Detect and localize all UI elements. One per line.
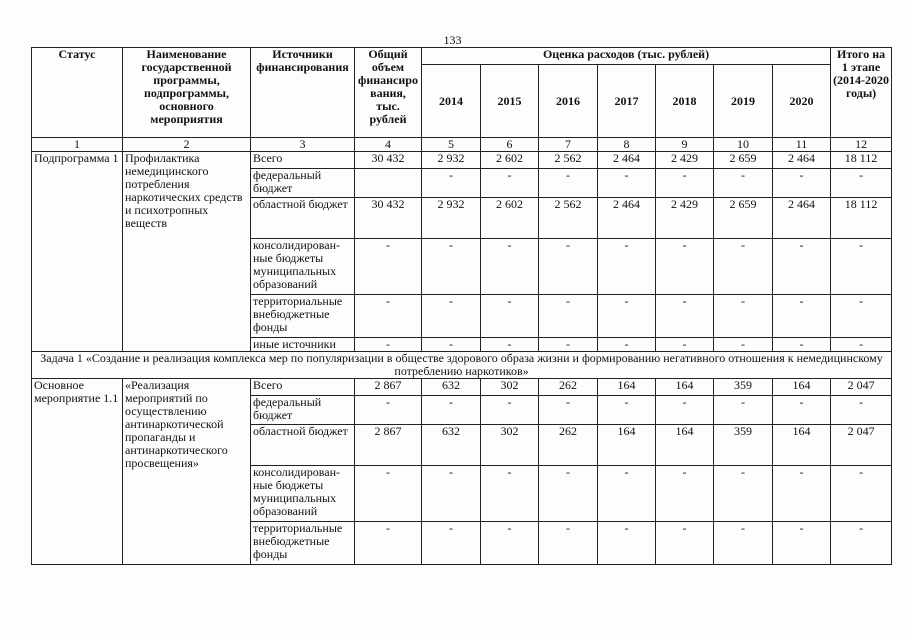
total-amount-cell: 2 867 bbox=[355, 379, 422, 396]
total-amount-cell: - bbox=[355, 466, 422, 522]
year-amount-cell: - bbox=[481, 239, 539, 295]
header-year: 2016 bbox=[539, 65, 598, 138]
header-year: 2014 bbox=[422, 65, 481, 138]
year-amount-cell: - bbox=[598, 295, 656, 338]
year-amount-cell: 2 659 bbox=[714, 152, 773, 169]
year-amount-cell: 359 bbox=[714, 425, 773, 466]
year-amount-cell: - bbox=[422, 522, 481, 565]
year-amount-cell: 2 464 bbox=[773, 152, 831, 169]
year-amount-cell: 2 464 bbox=[598, 152, 656, 169]
year-amount-cell: - bbox=[773, 522, 831, 565]
header-year: 2017 bbox=[598, 65, 656, 138]
stage-total-cell: 2 047 bbox=[831, 425, 892, 466]
column-number: 8 bbox=[598, 138, 656, 152]
funding-source-cell: иные источники bbox=[251, 338, 355, 352]
funding-source-cell: Всего bbox=[251, 152, 355, 169]
column-number: 5 bbox=[422, 138, 481, 152]
year-amount-cell: - bbox=[598, 239, 656, 295]
year-amount-cell: 2 464 bbox=[773, 198, 831, 239]
funding-source-cell: территориальные внебюджетные фонды bbox=[251, 522, 355, 565]
year-amount-cell: - bbox=[656, 169, 714, 198]
measure-1-1-section bbox=[32, 379, 892, 565]
header-year: 2015 bbox=[481, 65, 539, 138]
year-amount-cell: - bbox=[539, 466, 598, 522]
year-amount-cell: - bbox=[714, 295, 773, 338]
year-amount-cell: - bbox=[656, 338, 714, 352]
year-amount-cell: - bbox=[539, 239, 598, 295]
total-amount-cell: - bbox=[355, 522, 422, 565]
year-amount-cell: 2 602 bbox=[481, 152, 539, 169]
stage-total-cell: - bbox=[831, 239, 892, 295]
column-number: 10 bbox=[714, 138, 773, 152]
year-amount-cell: 2 602 bbox=[481, 198, 539, 239]
year-amount-cell: - bbox=[656, 295, 714, 338]
year-amount-cell: - bbox=[598, 466, 656, 522]
funding-source-cell: федеральный бюджет bbox=[251, 169, 355, 198]
year-amount-cell: 2 429 bbox=[656, 152, 714, 169]
year-amount-cell: 359 bbox=[714, 379, 773, 396]
status-cell: Основное мероприятие 1.1 bbox=[32, 379, 123, 565]
year-amount-cell: - bbox=[714, 239, 773, 295]
year-amount-cell: 164 bbox=[598, 425, 656, 466]
header-total: Общий объем финансиро вания, тыс. рублей bbox=[355, 48, 422, 138]
header-status: Статус bbox=[32, 48, 123, 138]
year-amount-cell: 262 bbox=[539, 379, 598, 396]
year-amount-cell: 2 562 bbox=[539, 152, 598, 169]
year-amount-cell: 164 bbox=[773, 425, 831, 466]
stage-total-cell: - bbox=[831, 169, 892, 198]
total-amount-cell: - bbox=[355, 338, 422, 352]
year-amount-cell: - bbox=[539, 522, 598, 565]
stage-total-cell: - bbox=[831, 466, 892, 522]
year-amount-cell: - bbox=[481, 522, 539, 565]
year-amount-cell: - bbox=[481, 338, 539, 352]
year-amount-cell: - bbox=[714, 396, 773, 425]
page-number: 133 bbox=[443, 33, 462, 47]
year-amount-cell: - bbox=[422, 396, 481, 425]
header-name: Наименование государственной программы, подпрограммы, основного мероприятия bbox=[123, 48, 251, 138]
total-amount-cell: 30 432 bbox=[355, 198, 422, 239]
column-number: 3 bbox=[251, 138, 355, 152]
year-amount-cell: 164 bbox=[773, 379, 831, 396]
column-number: 4 bbox=[355, 138, 422, 152]
year-amount-cell: - bbox=[481, 466, 539, 522]
year-amount-cell: - bbox=[656, 239, 714, 295]
total-amount-cell: - bbox=[355, 239, 422, 295]
funding-row bbox=[32, 379, 892, 396]
year-amount-cell: 2 932 bbox=[422, 198, 481, 239]
year-amount-cell: - bbox=[714, 338, 773, 352]
year-amount-cell: - bbox=[422, 295, 481, 338]
year-amount-cell: 2 659 bbox=[714, 198, 773, 239]
year-amount-cell: - bbox=[422, 338, 481, 352]
column-number: 9 bbox=[656, 138, 714, 152]
year-amount-cell: - bbox=[598, 338, 656, 352]
program-name-cell: Профилактика немедицинского потребления наркотических средств и психотропных веществ bbox=[123, 152, 251, 352]
header-year: 2019 bbox=[714, 65, 773, 138]
year-amount-cell: - bbox=[773, 466, 831, 522]
total-amount-cell: - bbox=[355, 295, 422, 338]
year-amount-cell: - bbox=[773, 239, 831, 295]
year-amount-cell: - bbox=[422, 239, 481, 295]
year-amount-cell: - bbox=[773, 338, 831, 352]
year-amount-cell: - bbox=[422, 169, 481, 198]
stage-total-cell: 18 112 bbox=[831, 198, 892, 239]
year-amount-cell: - bbox=[481, 169, 539, 198]
year-amount-cell: 2 464 bbox=[598, 198, 656, 239]
year-amount-cell: - bbox=[714, 522, 773, 565]
year-amount-cell: - bbox=[714, 169, 773, 198]
year-amount-cell: - bbox=[481, 396, 539, 425]
program-name-cell: «Реализация мероприятий по осуществлению антинаркотической пропаганды и антинаркотического просвещения» bbox=[123, 379, 251, 565]
year-amount-cell: 632 bbox=[422, 425, 481, 466]
stage-total-cell: - bbox=[831, 295, 892, 338]
funding-source-cell: федеральный бюджет bbox=[251, 396, 355, 425]
funding-source-cell: областной бюджет bbox=[251, 198, 355, 239]
header-year: 2020 bbox=[773, 65, 831, 138]
funding-row bbox=[32, 152, 892, 169]
funding-source-cell: консолидирован-ные бюджеты муниципальных образований bbox=[251, 239, 355, 295]
funding-source-cell: консолидирован-ные бюджеты муниципальных образований bbox=[251, 466, 355, 522]
year-amount-cell: - bbox=[656, 466, 714, 522]
stage-total-cell: - bbox=[831, 338, 892, 352]
year-amount-cell: 302 bbox=[481, 425, 539, 466]
stage-total-cell: 2 047 bbox=[831, 379, 892, 396]
year-amount-cell: 302 bbox=[481, 379, 539, 396]
year-amount-cell: - bbox=[656, 522, 714, 565]
task-row bbox=[32, 352, 892, 379]
subprogram-1-section bbox=[32, 152, 892, 352]
year-amount-cell: - bbox=[539, 169, 598, 198]
year-amount-cell: - bbox=[481, 295, 539, 338]
year-amount-cell: - bbox=[539, 396, 598, 425]
year-amount-cell: - bbox=[598, 396, 656, 425]
column-number: 11 bbox=[773, 138, 831, 152]
stage-total-cell: - bbox=[831, 522, 892, 565]
year-amount-cell: - bbox=[539, 338, 598, 352]
column-numbers-row bbox=[32, 138, 892, 152]
year-amount-cell: - bbox=[598, 169, 656, 198]
year-amount-cell: - bbox=[714, 466, 773, 522]
year-amount-cell: - bbox=[773, 169, 831, 198]
funding-source-cell: Всего bbox=[251, 379, 355, 396]
header-stage-total: Итого на 1 этапе (2014-2020 годы) bbox=[831, 48, 892, 138]
status-cell: Подпрограмма 1 bbox=[32, 152, 123, 352]
year-amount-cell: - bbox=[773, 396, 831, 425]
year-amount-cell: 164 bbox=[598, 379, 656, 396]
total-amount-cell bbox=[355, 169, 422, 198]
year-amount-cell: - bbox=[539, 295, 598, 338]
stage-total-cell: 18 112 bbox=[831, 152, 892, 169]
header-year: 2018 bbox=[656, 65, 714, 138]
total-amount-cell: 2 867 bbox=[355, 425, 422, 466]
year-amount-cell: 632 bbox=[422, 379, 481, 396]
year-amount-cell: - bbox=[598, 522, 656, 565]
column-number: 12 bbox=[831, 138, 892, 152]
total-amount-cell: 30 432 bbox=[355, 152, 422, 169]
funding-source-cell: территориальные внебюджетные фонды bbox=[251, 295, 355, 338]
year-amount-cell: 2 562 bbox=[539, 198, 598, 239]
column-number: 2 bbox=[123, 138, 251, 152]
header-estimate: Оценка расходов (тыс. рублей) bbox=[422, 48, 831, 65]
year-amount-cell: - bbox=[656, 396, 714, 425]
year-amount-cell: 2 932 bbox=[422, 152, 481, 169]
column-number: 1 bbox=[32, 138, 123, 152]
year-amount-cell: 164 bbox=[656, 425, 714, 466]
total-amount-cell: - bbox=[355, 396, 422, 425]
year-amount-cell: - bbox=[773, 295, 831, 338]
year-amount-cell: 164 bbox=[656, 379, 714, 396]
task-1-title: Задача 1 «Создание и реализация комплекса мер по популяризации в обществе здорового образа жизни и формированию негативного отношения к немедицинскому потреблению наркотиков» bbox=[32, 352, 892, 379]
funding-source-cell: областной бюджет bbox=[251, 425, 355, 466]
column-number: 6 bbox=[481, 138, 539, 152]
header-sources: Источники финансирования bbox=[251, 48, 355, 138]
year-amount-cell: - bbox=[422, 466, 481, 522]
year-amount-cell: 262 bbox=[539, 425, 598, 466]
year-amount-cell: 2 429 bbox=[656, 198, 714, 239]
stage-total-cell: - bbox=[831, 396, 892, 425]
budget-table bbox=[31, 47, 892, 565]
column-number: 7 bbox=[539, 138, 598, 152]
